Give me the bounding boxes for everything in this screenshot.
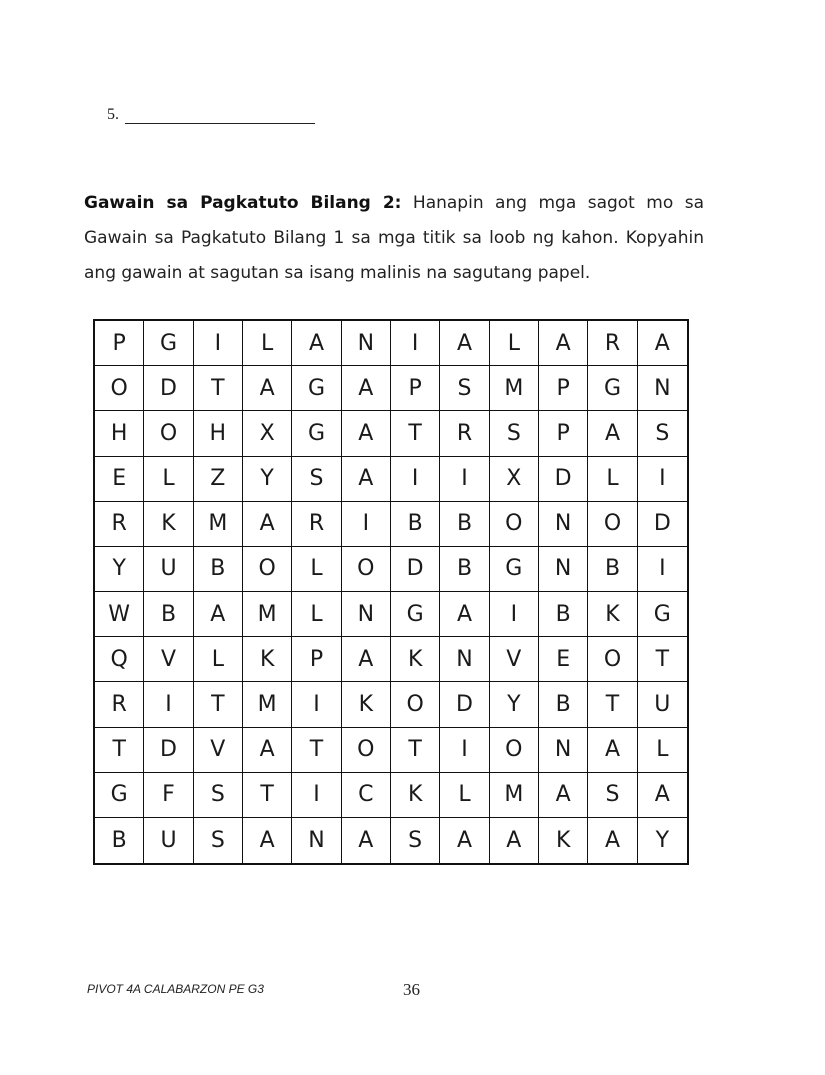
grid-cell: I (638, 547, 687, 592)
grid-cell: B (95, 818, 144, 863)
grid-cell: I (391, 321, 440, 366)
grid-cell: G (292, 366, 341, 411)
grid-cell: M (243, 682, 292, 727)
grid-cell: K (539, 818, 588, 863)
grid-cell: O (95, 366, 144, 411)
grid-cell: A (342, 637, 391, 682)
grid-cell: B (194, 547, 243, 592)
grid-cell: I (440, 728, 489, 773)
grid-cell: N (342, 321, 391, 366)
grid-cell: T (95, 728, 144, 773)
grid-cell: R (95, 502, 144, 547)
grid-cell: S (194, 773, 243, 818)
grid-cell: L (292, 592, 341, 637)
grid-cell: G (144, 321, 193, 366)
grid-cell: T (391, 728, 440, 773)
grid-cell: T (243, 773, 292, 818)
grid-cell: L (490, 321, 539, 366)
grid-cell: G (95, 773, 144, 818)
grid-cell: I (490, 592, 539, 637)
grid-cell: A (440, 818, 489, 863)
grid-cell: Y (655, 827, 670, 853)
grid-cell: A (638, 773, 687, 818)
grid-cell: A (638, 321, 687, 366)
grid-cell: A (243, 502, 292, 547)
word-search-grid (93, 319, 689, 865)
grid-cell: N (342, 592, 391, 637)
grid-cell: D (440, 682, 489, 727)
grid-cell: S (588, 773, 637, 818)
activity-label: Gawain sa Pagkatuto Bilang 2: (84, 193, 402, 213)
grid-cell: V (490, 637, 539, 682)
grid-cell: A (342, 411, 391, 456)
grid-cell: L (144, 457, 193, 502)
grid-cell: K (391, 637, 440, 682)
footer-source: PIVOT 4A CALABARZON PE G3 (87, 982, 264, 996)
grid-cell: U (638, 682, 687, 727)
grid-cell: X (490, 457, 539, 502)
grid-cell: P (391, 366, 440, 411)
grid-cell: Y (490, 682, 539, 727)
grid-cell: R (440, 411, 489, 456)
grid-cell: P (539, 366, 588, 411)
grid-cell: B (539, 592, 588, 637)
grid-cell: O (342, 728, 391, 773)
grid-cell: A (292, 321, 341, 366)
grid-cell: M (243, 592, 292, 637)
grid-cell: H (95, 411, 144, 456)
grid-cell: R (588, 321, 637, 366)
grid-cell: R (95, 682, 144, 727)
grid-cell: A (440, 592, 489, 637)
grid-cell: B (391, 502, 440, 547)
grid-cell: U (144, 547, 193, 592)
grid-cell: B (588, 547, 637, 592)
grid-cell: A (588, 728, 637, 773)
activity-text: Hanapin ang mga sagot mo sa Gawain sa Pagkatuto Bilang 1 sa mga titik sa loob ng kahon. Kopyahin ang gawain at sagutan sa isang malinis na sagutang papel. (84, 193, 704, 283)
grid-cell: N (539, 502, 588, 547)
grid-cell: L (243, 321, 292, 366)
grid-cell: O (342, 547, 391, 592)
grid-cell: K (391, 773, 440, 818)
grid-cell: K (588, 592, 637, 637)
grid-cell: P (539, 411, 588, 456)
grid-cell: O (391, 682, 440, 727)
grid-cell: O (588, 502, 637, 547)
grid-cell: G (588, 366, 637, 411)
grid-cell: S (638, 411, 687, 456)
grid-cell: V (144, 637, 193, 682)
grid-cell: I (194, 321, 243, 366)
grid-cell: W (95, 592, 144, 637)
grid-cell: A (539, 321, 588, 366)
grid-cell: O (490, 502, 539, 547)
grid-cell: D (539, 457, 588, 502)
grid-cell: B (144, 592, 193, 637)
grid-cell: M (194, 502, 243, 547)
grid-cell: O (588, 637, 637, 682)
grid-cell: P (292, 637, 341, 682)
answer-blank-line (125, 109, 315, 124)
grid-cell: N (638, 366, 687, 411)
grid-cell: I (292, 682, 341, 727)
grid-cell: S (391, 818, 440, 863)
grid-cell: A (342, 366, 391, 411)
grid-cell: U (144, 818, 193, 863)
grid-cell: T (292, 728, 341, 773)
grid-cell: S (440, 366, 489, 411)
grid-cell: T (194, 682, 243, 727)
grid-cell: K (342, 682, 391, 727)
grid-cell: C (342, 773, 391, 818)
grid-cell: A (342, 457, 391, 502)
grid-cell: G (638, 592, 687, 637)
grid-cell: L (292, 547, 341, 592)
grid-cell: X (243, 411, 292, 456)
answer-item-number: 5. (107, 106, 119, 123)
grid-cell: R (292, 502, 341, 547)
grid-cell: I (638, 457, 687, 502)
grid-cell: I (144, 682, 193, 727)
grid-cell: A (342, 818, 391, 863)
grid-cell: P (95, 321, 144, 366)
grid-cell: A (588, 411, 637, 456)
grid-cell: N (539, 547, 588, 592)
grid-cell: F (144, 773, 193, 818)
grid-cell: H (194, 411, 243, 456)
grid-cell: L (588, 457, 637, 502)
grid-cell: L (638, 728, 687, 773)
grid-cell: A (243, 728, 292, 773)
grid-cell: S (292, 457, 341, 502)
page-number: 36 (403, 980, 420, 999)
grid-cell: O (490, 728, 539, 773)
grid-cell: A (440, 321, 489, 366)
grid-cell: B (440, 547, 489, 592)
grid-cell: S (490, 411, 539, 456)
grid-cell: E (539, 637, 588, 682)
grid-cell: T (588, 682, 637, 727)
grid-cell: T (638, 637, 687, 682)
grid-cell: M (490, 366, 539, 411)
grid-cell: L (194, 637, 243, 682)
answer-item-5 (107, 106, 315, 124)
grid-cell: K (243, 637, 292, 682)
grid-cell: A (243, 818, 292, 863)
grid-cell: K (144, 502, 193, 547)
grid-cell: G (490, 547, 539, 592)
grid-cell: N (440, 637, 489, 682)
grid-cell: G (391, 592, 440, 637)
grid-cell: I (292, 773, 341, 818)
grid-cell: I (440, 457, 489, 502)
grid-cell: M (490, 773, 539, 818)
grid-cell: D (391, 547, 440, 592)
grid-cell: A (588, 818, 637, 863)
grid-cell: N (292, 818, 341, 863)
grid-cell: Q (95, 637, 144, 682)
grid-cell: Y (95, 547, 144, 592)
grid-cell: D (638, 502, 687, 547)
grid-cell: A (539, 773, 588, 818)
grid-cell: I (342, 502, 391, 547)
grid-cell: A (243, 366, 292, 411)
grid-cell: Z (194, 457, 243, 502)
grid-cell: N (539, 728, 588, 773)
grid-cell: D (144, 728, 193, 773)
grid-cell: A (490, 818, 539, 863)
grid-cell: T (194, 366, 243, 411)
grid-cell: I (391, 457, 440, 502)
grid-cell: V (194, 728, 243, 773)
grid-cell: D (144, 366, 193, 411)
grid-cell: B (539, 682, 588, 727)
activity-instructions (84, 186, 704, 291)
grid-cell: L (440, 773, 489, 818)
grid-cell: B (440, 502, 489, 547)
grid-cell: G (292, 411, 341, 456)
grid-cell: S (194, 818, 243, 863)
grid-cell: O (144, 411, 193, 456)
grid-cell: O (243, 547, 292, 592)
grid-cell: Y (243, 457, 292, 502)
grid-cell: A (194, 592, 243, 637)
grid-cell: E (95, 457, 144, 502)
grid-cell: T (391, 411, 440, 456)
